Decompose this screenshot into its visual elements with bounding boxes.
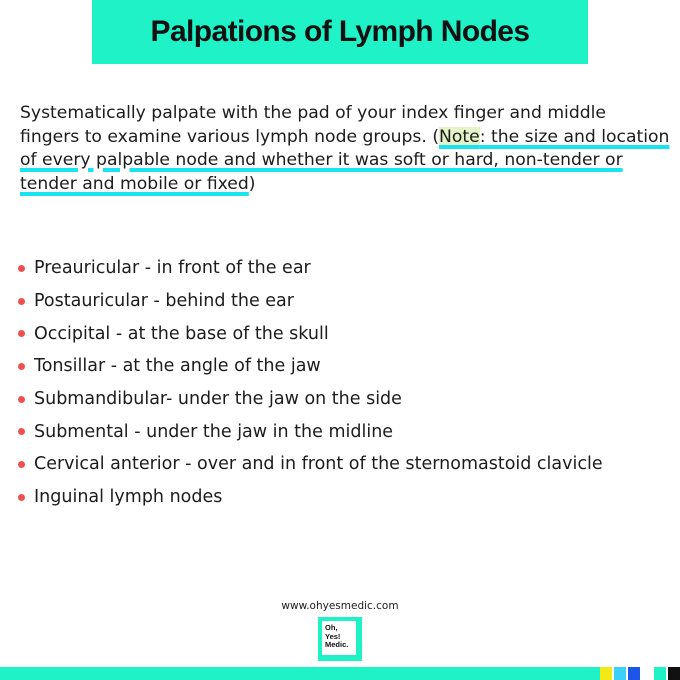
- cyan-swatch: [614, 667, 626, 680]
- intro-paragraph: [20, 102, 670, 196]
- logo-text: Oh, Yes! Medic.: [322, 621, 356, 655]
- bullet-icon: [18, 428, 25, 435]
- bullet-icon: [18, 330, 25, 337]
- bullet-icon: [18, 461, 25, 468]
- note-text: the size and location of every palpable node and whether it was soft or hard, non-tender or tender and mobile or fixed: [20, 126, 670, 194]
- list-item: Tonsillar - at the angle of the jaw: [18, 350, 678, 383]
- note-label: Note: [439, 126, 480, 147]
- list-item: Submandibular- under the jaw on the side: [18, 383, 678, 416]
- blue-swatch: [628, 667, 640, 680]
- intro-lead: Systematically palpate with the pad of your index finger and middle fingers to examine various lymph node groups. (: [20, 103, 607, 147]
- list-item: Submental - under the jaw in the midline: [18, 415, 678, 448]
- lymph-node-list: [18, 252, 678, 514]
- page-title: Palpations of Lymph Nodes: [150, 15, 530, 48]
- list-item: Postauricular - behind the ear: [18, 285, 678, 318]
- bullet-icon: [18, 494, 25, 501]
- yellow-swatch: [600, 667, 612, 680]
- bullet-icon: [18, 265, 25, 272]
- list-item: Preauricular - in front of the ear: [18, 252, 678, 285]
- intro-close: ): [248, 173, 256, 194]
- title-banner: [92, 0, 588, 64]
- teal-swatch: [654, 667, 666, 680]
- bullet-icon: [18, 298, 25, 305]
- bullet-icon: [18, 396, 25, 403]
- website-url[interactable]: www.ohyesmedic.com: [281, 600, 399, 612]
- bullet-icon: [18, 363, 25, 370]
- list-item: Occipital - at the base of the skull: [18, 317, 678, 350]
- black-swatch: [668, 667, 680, 680]
- list-item: Cervical anterior - over and in front of the sternomastoid clavicle: [18, 448, 678, 481]
- bottom-accent-bar: [0, 667, 600, 680]
- brand-logo: [318, 617, 362, 661]
- note-colon: :: [479, 126, 491, 147]
- list-item: Inguinal lymph nodes: [18, 481, 678, 514]
